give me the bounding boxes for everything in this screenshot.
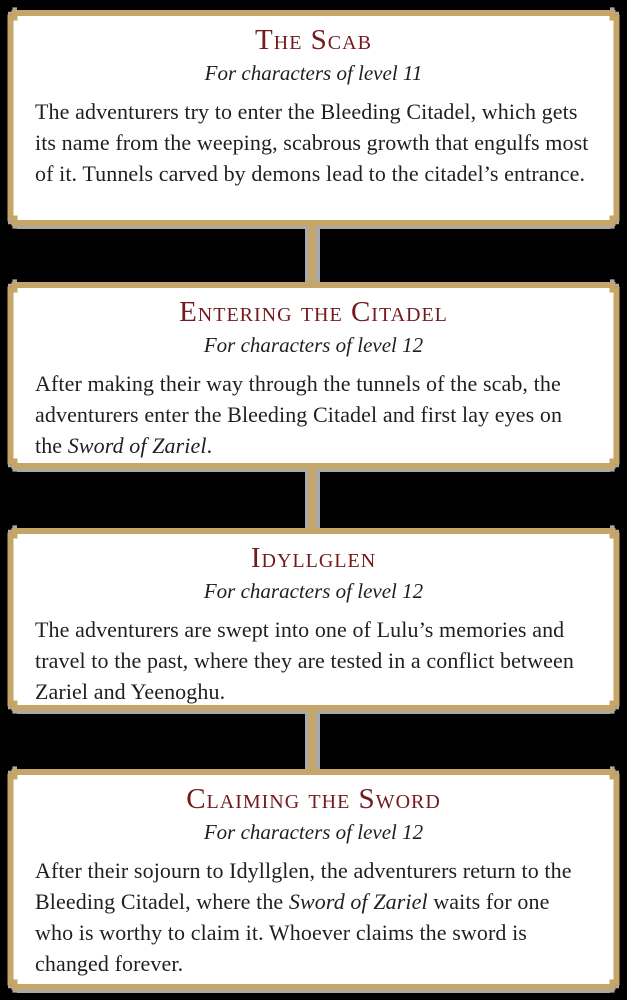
connector-line: [305, 711, 320, 769]
node-subtitle: For characters of level 12: [203, 579, 424, 603]
flow-node-claiming-the-sword: [8, 769, 619, 990]
node-body: The adventurers try to enter the Bleeding Citadel, which gets its name from the weeping, scabrous growth that engulfs most of it. Tunnels carved by demons lead to the citadel’s entrance.: [35, 99, 589, 186]
flow-node-entering-the-citadel: [8, 282, 619, 469]
node-title: Entering the Citadel: [179, 296, 448, 328]
node-content: [8, 10, 619, 189]
connector-line: [305, 226, 320, 282]
node-title: Idyllglen: [250, 542, 377, 574]
node-subtitle: For characters of level 11: [204, 61, 423, 85]
node-body: The adventurers are swept into one of Lulu’s memories and travel to the past, where they are tested in a conflict between Zariel and Yeenoghu.: [35, 617, 574, 704]
node-content: [8, 769, 619, 979]
node-title: Claiming the Sword: [186, 783, 441, 815]
node-body: After their sojourn to Idyllglen, the adventurers return to the Bleeding Citadel, where the Sword of Zariel waits for one who is worthy to claim it. Whoever claims the sword is changed forever.: [35, 858, 572, 976]
connector-line: [305, 469, 320, 528]
node-subtitle: For characters of level 12: [203, 333, 424, 357]
node-content: [8, 282, 619, 461]
node-title: The Scab: [255, 24, 372, 56]
flow-node-the-scab: [8, 10, 619, 226]
node-content: [8, 528, 619, 707]
node-subtitle: For characters of level 12: [203, 820, 424, 844]
flow-node-idyllglen: [8, 528, 619, 711]
node-body: After making their way through the tunnels of the scab, the adventurers enter the Bleeding Citadel and first lay eyes on the Sword of Zariel.: [35, 371, 563, 458]
